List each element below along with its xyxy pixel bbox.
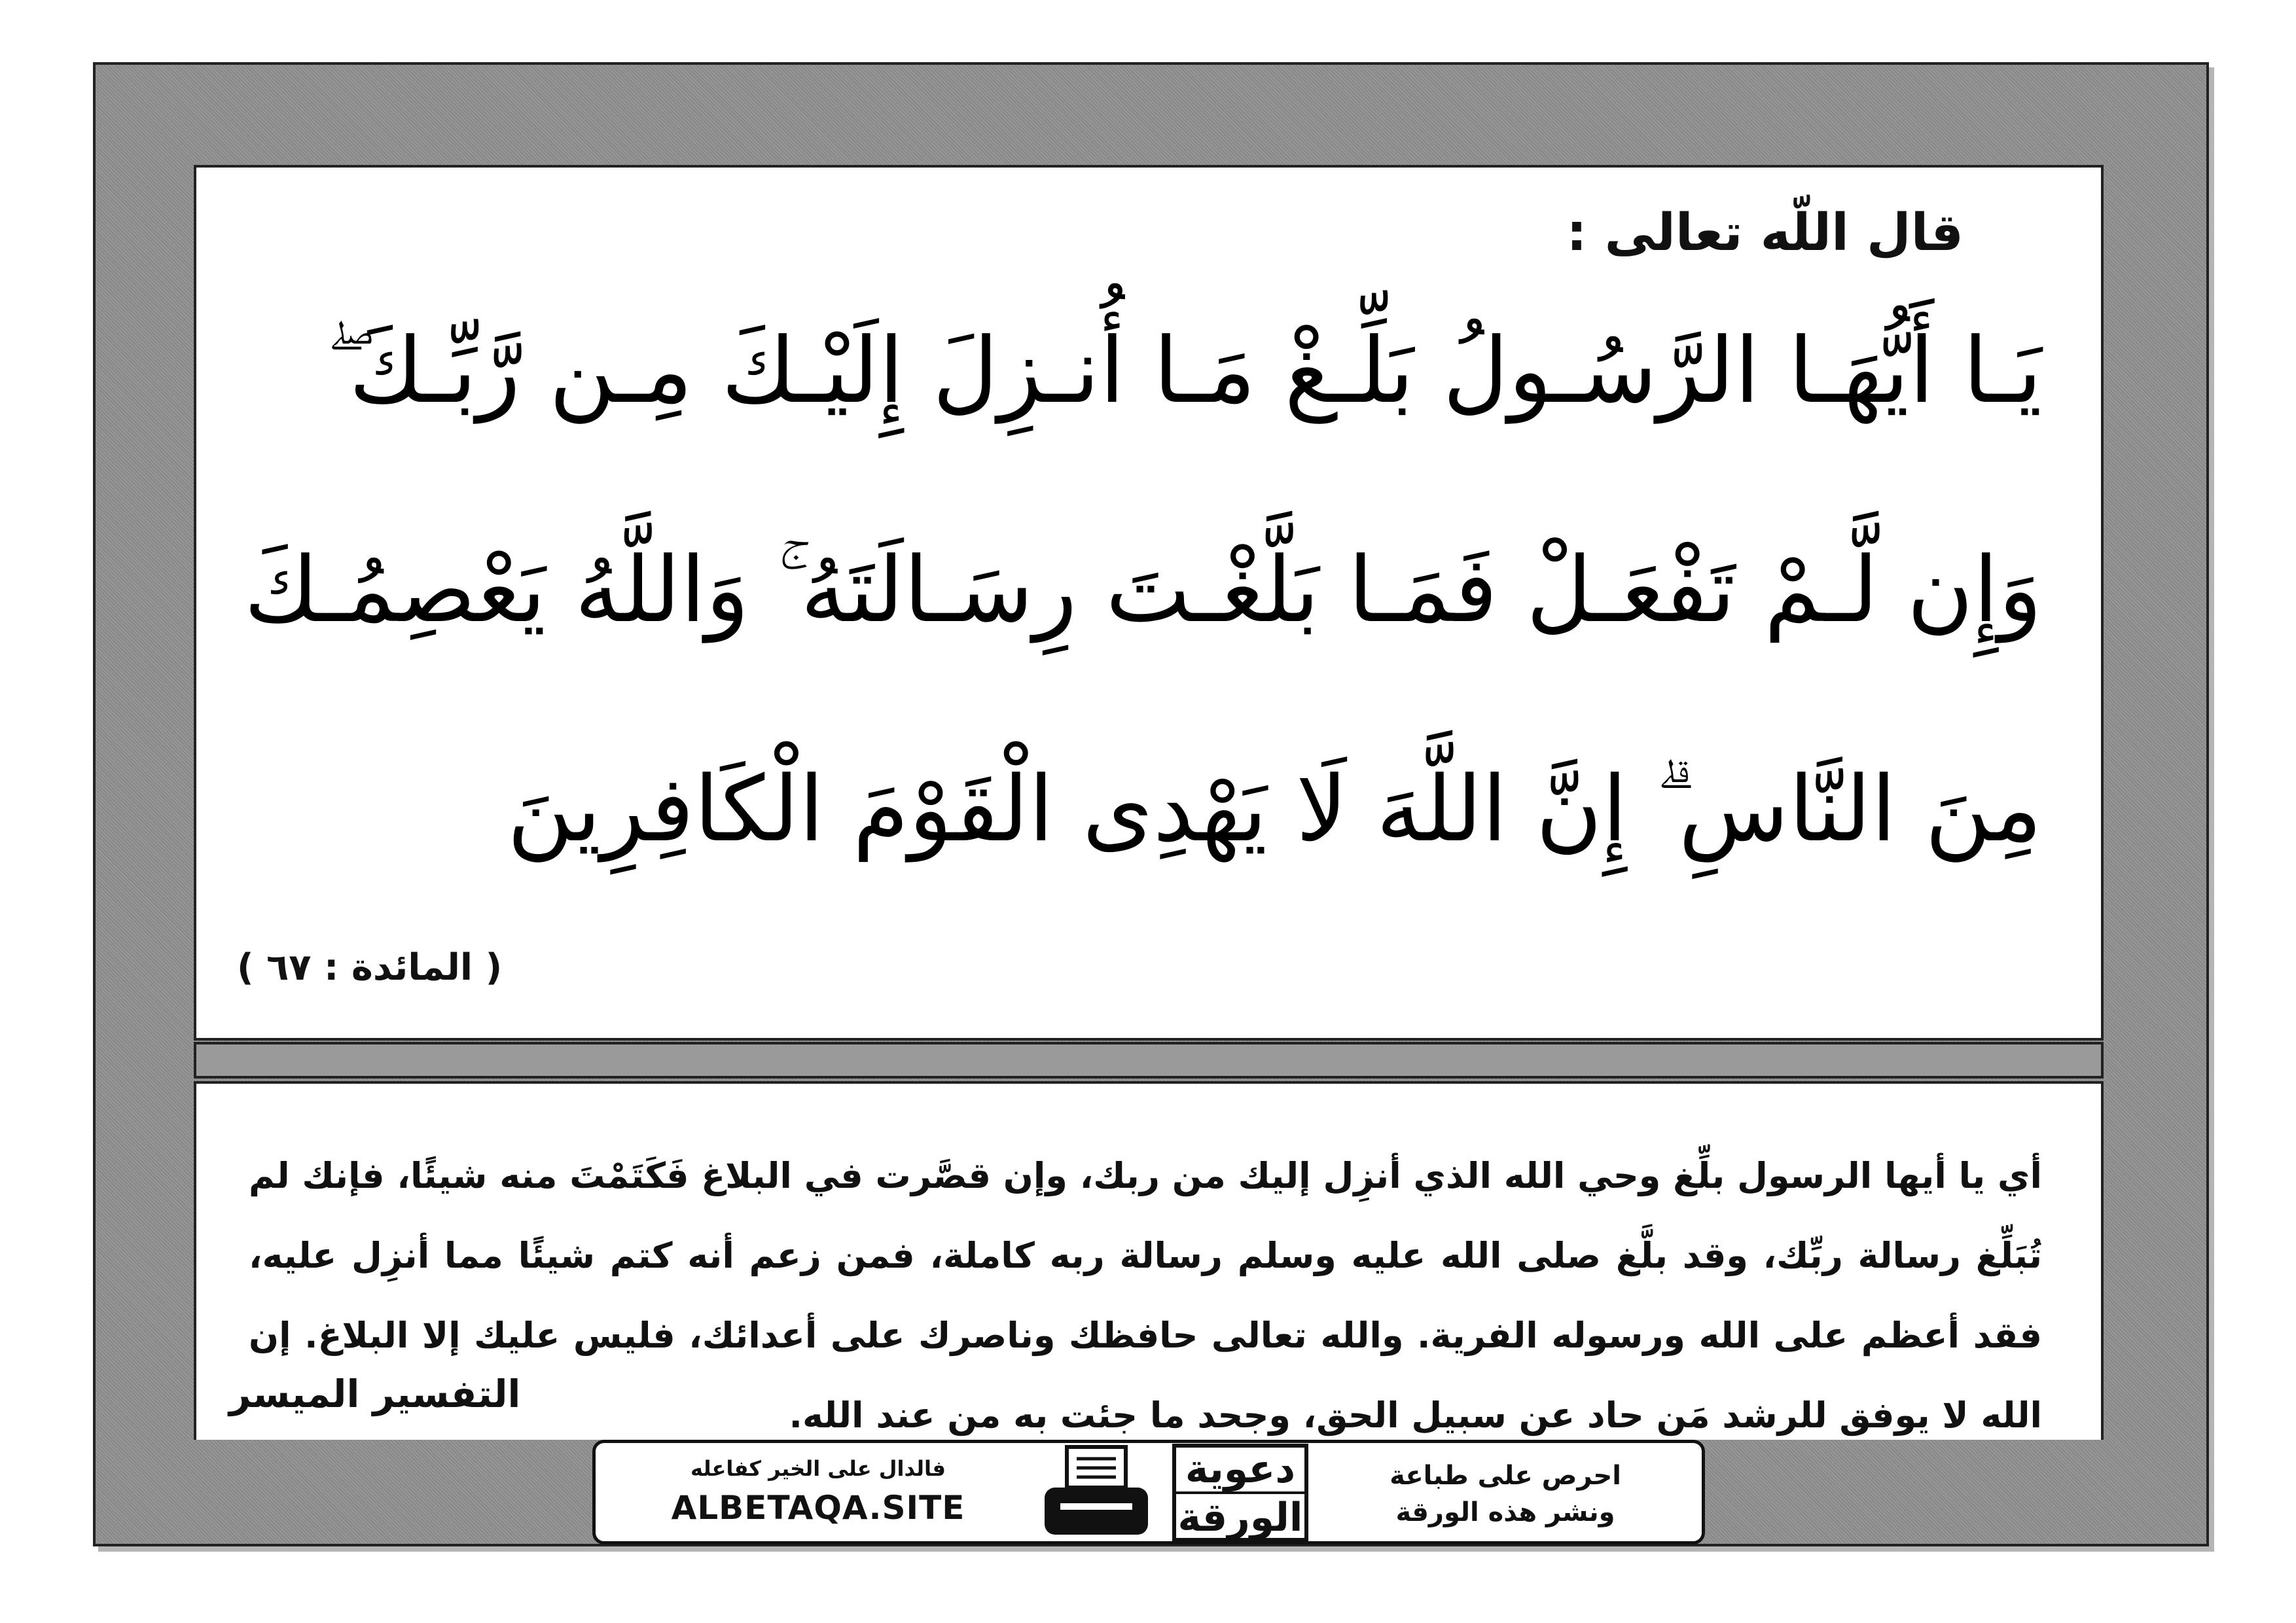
footer-note-line-2: ونشر هذه الورقة: [1395, 1497, 1615, 1527]
verse-panel: [194, 165, 2104, 1041]
separator-bar: [194, 1042, 2104, 1079]
intro-heading: قال اللّه تعالى :: [1566, 204, 1964, 262]
logo-icon: [1172, 1443, 1309, 1543]
logo-line-2: الورقة: [1177, 1495, 1303, 1541]
verse-reference: ( المائدة : ٦٧ ): [237, 946, 503, 989]
logo-line-1: دعوية: [1185, 1446, 1296, 1492]
footer-site-link[interactable]: ALBETAQA.SITE: [671, 1489, 965, 1527]
footer-slogan: فالدال على الخير كفاعله: [691, 1456, 946, 1481]
verse-line-2: وَإِن لَّـمْ تَفْعَـلْ فَمَـا بَلَّغْـتَ رِسَـالَتَهُ ۚ وَاللَّهُ يَعْصِمُـكَ: [243, 537, 2042, 643]
printer-icon: [1041, 1443, 1152, 1541]
tafsir-panel: [194, 1081, 2104, 1440]
verse-line-3: مِنَ النَّاسِ ۗ إِنَّ اللَّهَ لَا يَهْدِى الْقَوْمَ الْكَافِرِينَ: [507, 757, 2042, 862]
tafsir-text: أي يا أيها الرسول بلِّغ وحي الله الذي أنزِل إليك من ربك، وإن قصَّرت في البلاغ فَكَتَمْتَ منه شيئًا، فإنك لم تُبَلِّغ رسالة ربِّك، وقد بلَّغ صلى الله عليه وسلم رسالة ربه كاملة، فمن زعم أنه كتم شيئًا مما أنزِل عليه، فقد أعظم على الله ورسوله الفرية. والله تعالى حافظك وناصرك على أعدائك، فليس عليك إلا البلاغ. إن الله لا يوفق للرشد مَن حاد عن سبيل الحق، وجحد ما جئت به من عند الله.: [249, 1155, 2042, 1436]
verse-line-1: يَـا أَيُّهَـا الرَّسُـولُ بَلِّـغْ مَـا أُنـزِلَ إِلَيْـكَ مِـن رَّبِّـكَ ۖ: [326, 318, 2042, 423]
tafsir-source: التفسير الميسر: [229, 1372, 521, 1416]
footer-bar: [592, 1440, 1705, 1544]
footer-print-note: [1368, 1457, 1643, 1531]
footer-note-line-1: احرص على طباعة: [1390, 1461, 1621, 1491]
footer-site-block: [635, 1456, 1001, 1527]
